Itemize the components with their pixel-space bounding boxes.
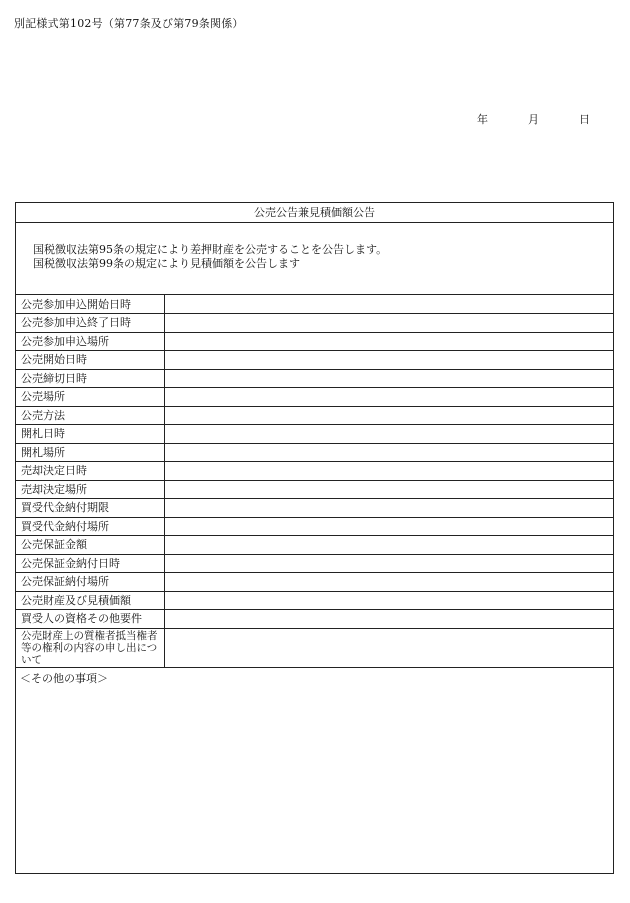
field-label: 公売保証金納付日時 <box>16 554 164 573</box>
field-label: 買受代金納付場所 <box>16 517 164 536</box>
field-value[interactable] <box>164 295 613 314</box>
field-label: 開札日時 <box>16 425 164 444</box>
table-row <box>16 610 613 629</box>
table-row <box>16 591 613 610</box>
field-value[interactable] <box>164 332 613 351</box>
table-row <box>16 314 613 333</box>
field-value[interactable] <box>164 554 613 573</box>
table-row <box>16 573 613 592</box>
notice-title: 公売公告兼見積価額公告 <box>16 203 613 223</box>
field-value[interactable] <box>164 314 613 333</box>
field-value[interactable] <box>164 425 613 444</box>
field-label: 買受人の資格その他要件 <box>16 610 164 629</box>
field-label: 公売参加申込場所 <box>16 332 164 351</box>
table-row <box>16 554 613 573</box>
field-label: 公売方法 <box>16 406 164 425</box>
table-row <box>16 425 613 444</box>
table-row <box>16 480 613 499</box>
field-label: 公売締切日時 <box>16 369 164 388</box>
field-label: 公売場所 <box>16 388 164 407</box>
field-value[interactable] <box>164 536 613 555</box>
form-number: 別記様式第102号（第77条及び第79条関係） <box>14 17 244 30</box>
field-label: 買受代金納付期限 <box>16 499 164 518</box>
field-label: 公売財産及び見積価額 <box>16 591 164 610</box>
field-label: 公売保証金額 <box>16 536 164 555</box>
field-value[interactable] <box>164 369 613 388</box>
field-label: 公売保証納付場所 <box>16 573 164 592</box>
field-value[interactable] <box>164 388 613 407</box>
table-row <box>16 351 613 370</box>
date-line <box>477 111 590 127</box>
table-row <box>16 388 613 407</box>
table-row <box>16 536 613 555</box>
intro-line-1: 国税徴収法第95条の規定により差押財産を公売することを公告します。 <box>33 243 388 256</box>
table-row <box>16 517 613 536</box>
date-day-label: 日 <box>579 113 590 126</box>
other-matters-heading: ＜その他の事項＞ <box>20 671 108 685</box>
table-row <box>16 369 613 388</box>
field-label: 公売参加申込終了日時 <box>16 314 164 333</box>
notice-intro <box>16 223 613 295</box>
field-value[interactable] <box>164 591 613 610</box>
table-row <box>16 499 613 518</box>
field-value[interactable] <box>164 443 613 462</box>
other-matters-section[interactable] <box>16 668 613 686</box>
date-month-label: 月 <box>528 113 539 126</box>
field-value[interactable] <box>164 628 613 667</box>
table-row <box>16 443 613 462</box>
field-label: 公売開始日時 <box>16 351 164 370</box>
date-year-label: 年 <box>477 113 488 126</box>
field-label: 公売参加申込開始日時 <box>16 295 164 314</box>
table-row <box>16 628 613 667</box>
table-row <box>16 332 613 351</box>
field-value[interactable] <box>164 610 613 629</box>
field-label: 売却決定場所 <box>16 480 164 499</box>
field-label: 売却決定日時 <box>16 462 164 481</box>
intro-line-2: 国税徴収法第99条の規定により見積価額を公告します <box>33 257 300 270</box>
field-label: 開札場所 <box>16 443 164 462</box>
field-value[interactable] <box>164 573 613 592</box>
fields-table <box>16 295 613 668</box>
table-row <box>16 462 613 481</box>
table-row <box>16 295 613 314</box>
field-value[interactable] <box>164 462 613 481</box>
field-value[interactable] <box>164 480 613 499</box>
notice-form <box>15 202 614 874</box>
field-value[interactable] <box>164 351 613 370</box>
field-value[interactable] <box>164 406 613 425</box>
field-value[interactable] <box>164 499 613 518</box>
field-label: 公売財産上の質権者抵当権者等の権利の内容の申し出について <box>16 628 164 667</box>
table-row <box>16 406 613 425</box>
field-value[interactable] <box>164 517 613 536</box>
